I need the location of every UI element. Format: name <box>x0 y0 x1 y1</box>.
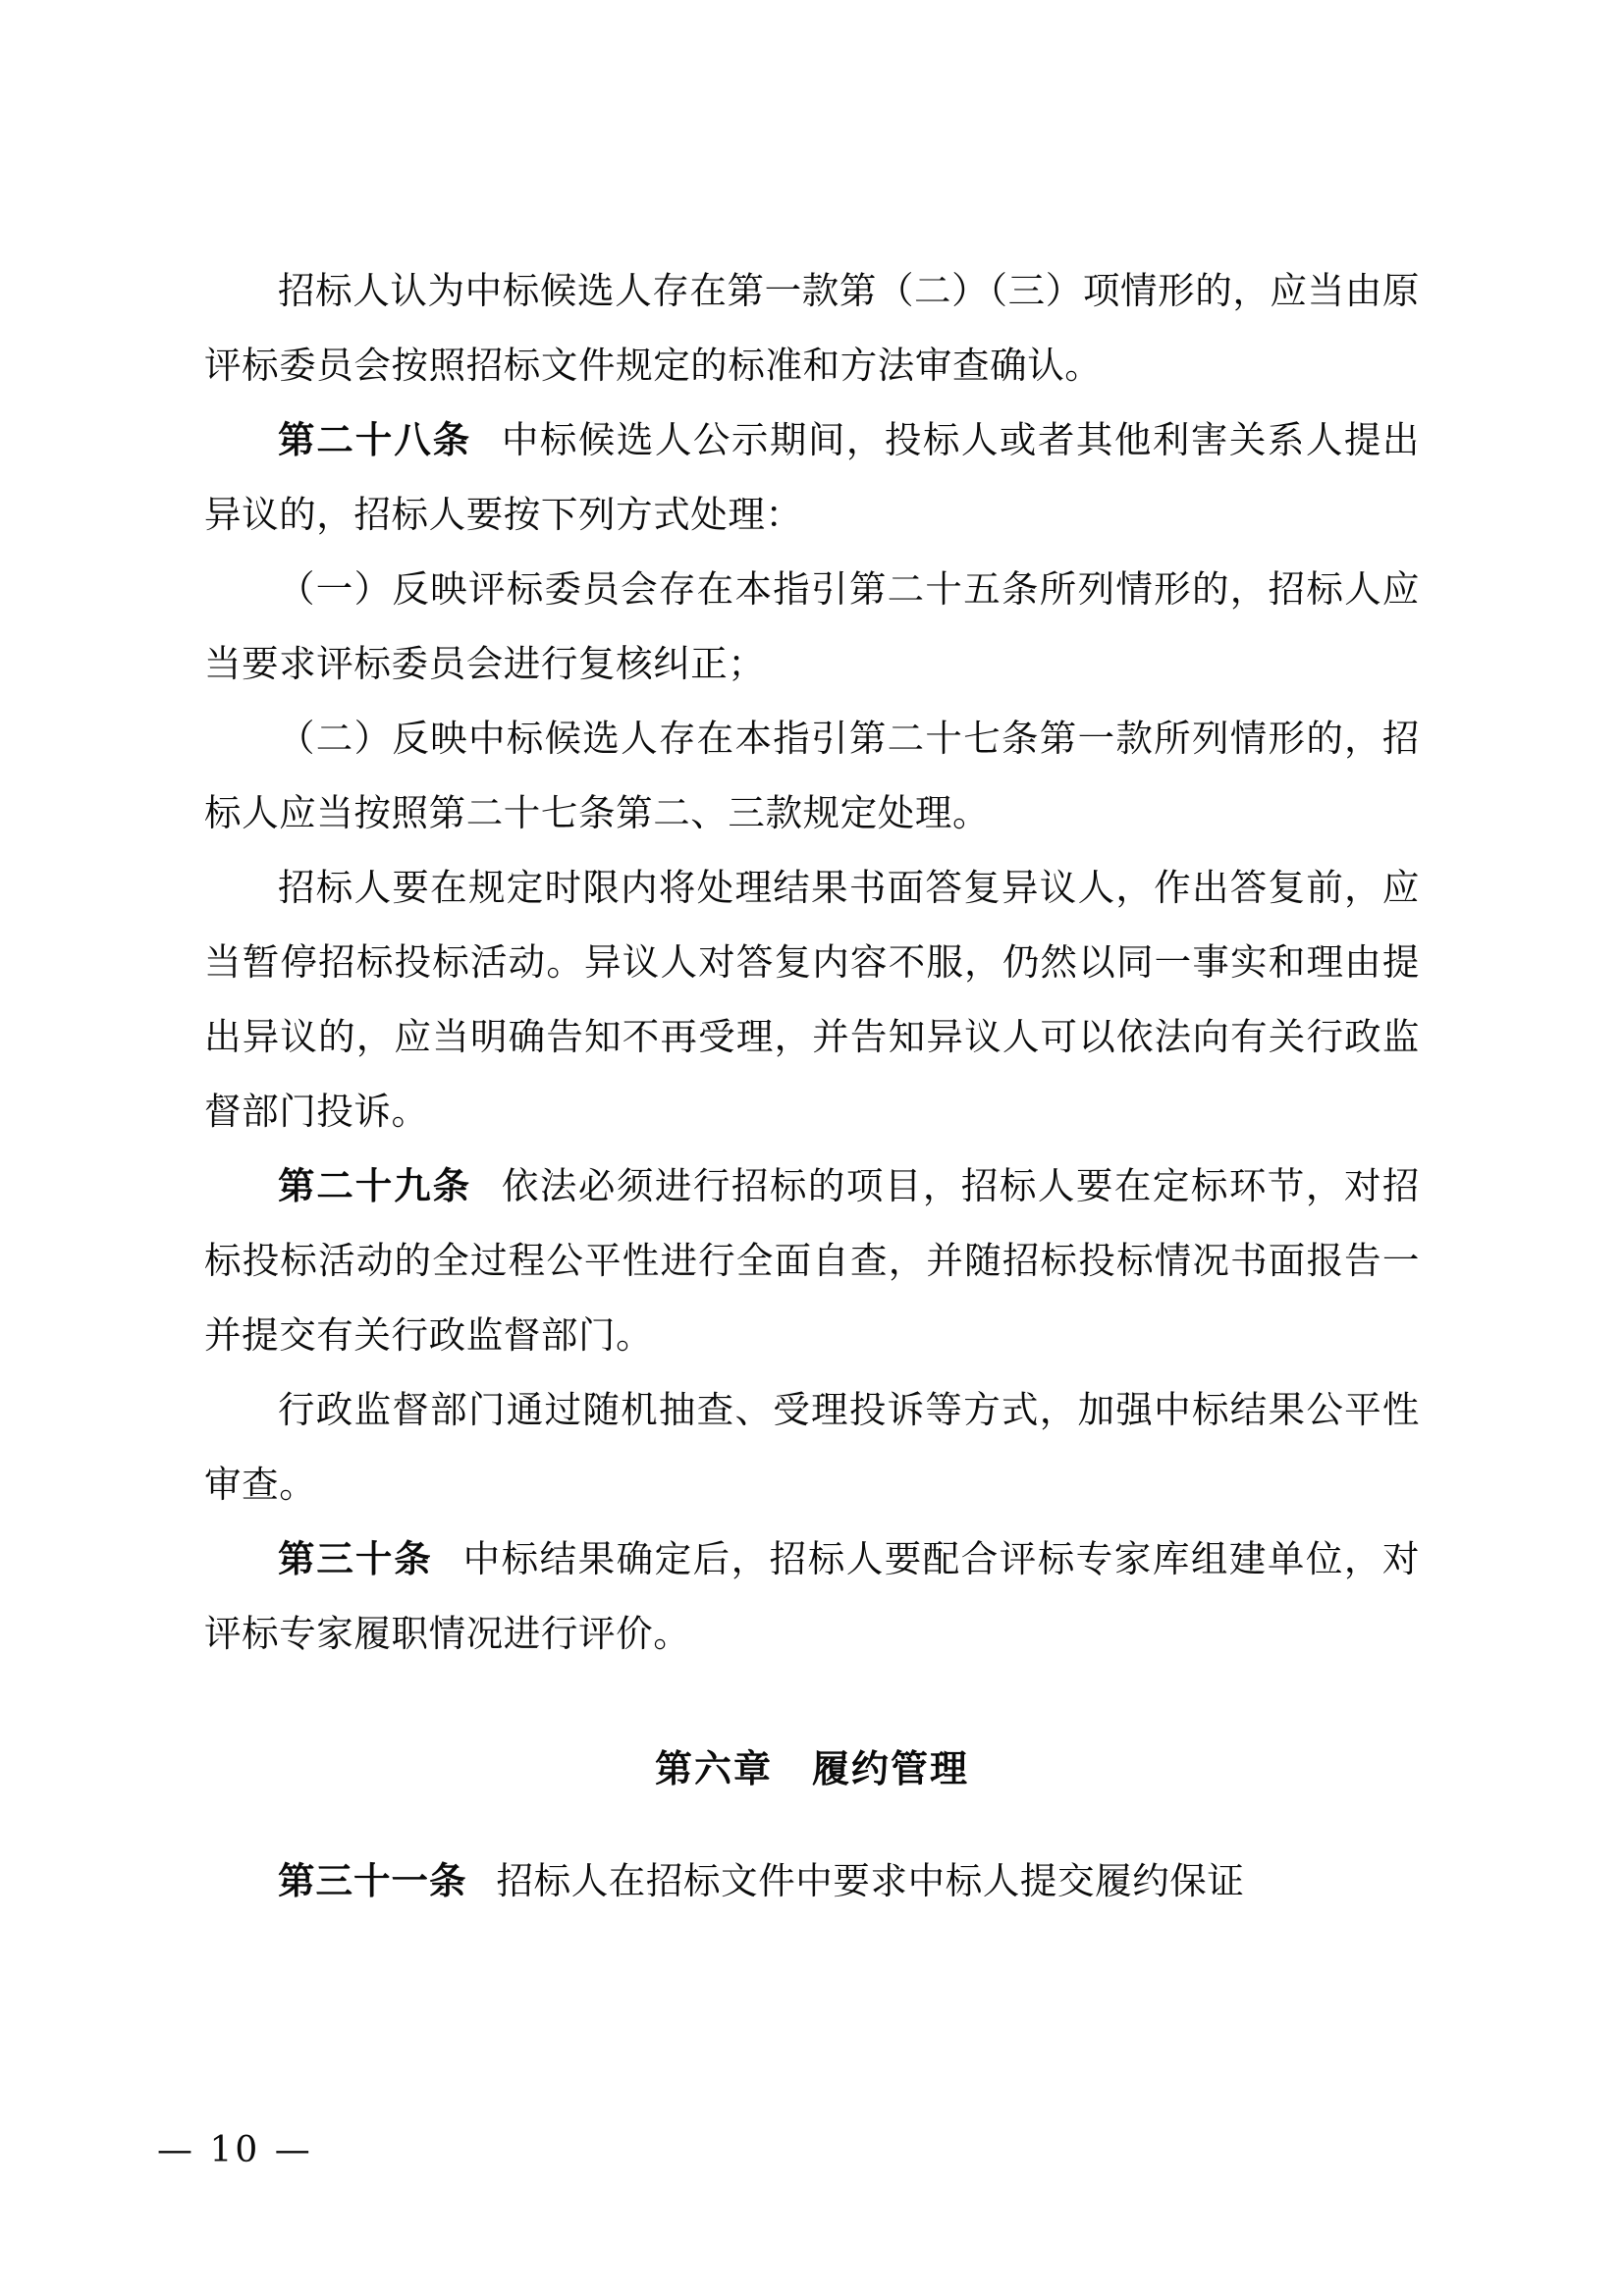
article-label: 第三十一条 <box>278 1859 467 1902</box>
article-text: 中标结果确定后，招标人要配合评标专家库组建单位，对评标专家履职情况进行评价。 <box>204 1537 1420 1655</box>
page-content <box>204 253 1420 1918</box>
paragraph: 招标人认为中标候选人存在第一款第（二）（三）项情形的，应当由原评标委员会按照招标文件规定的标准和方法审查确认。 <box>204 269 1420 387</box>
chapter-title-text: 履约管理 <box>812 1747 970 1790</box>
article-paragraph <box>204 1522 1420 1671</box>
article-label: 第三十条 <box>278 1537 433 1580</box>
chapter-number: 第六章 <box>654 1747 773 1790</box>
article-label: 第二十八条 <box>278 418 471 461</box>
chapter-heading <box>204 1732 1420 1806</box>
article-label: 第二十九条 <box>278 1164 471 1207</box>
article-paragraph <box>204 402 1420 552</box>
paragraph: 招标人要在规定时限内将处理结果书面答复异议人，作出答复前，应当暂停招标投标活动。异议人对答复内容不服，仍然以同一事实和理由提出异议的，应当明确告知不再受理，并告知异议人可以依法向有关行政监督部门投诉。 <box>204 866 1420 1133</box>
page-number: — 10 — <box>157 2130 313 2170</box>
paragraph: （二）反映中标候选人存在本指引第二十七条第一款所列情形的，招标人应当按照第二十七条第二、三款规定处理。 <box>204 717 1420 834</box>
paragraph: （一）反映评标委员会存在本指引第二十五条所列情形的，招标人应当要求评标委员会进行复核纠正； <box>204 567 1420 685</box>
article-paragraph <box>204 1843 1420 1918</box>
paragraph: 行政监督部门通过随机抽查、受理投诉等方式，加强中标结果公平性审查。 <box>204 1388 1420 1506</box>
article-text: 招标人在招标文件中要求中标人提交履约保证 <box>496 1859 1245 1902</box>
article-paragraph <box>204 1148 1420 1372</box>
article-text: 中标候选人公示期间，投标人或者其他利害关系人提出异议的，招标人要按下列方式处理： <box>204 418 1420 536</box>
article-text: 依法必须进行招标的项目，招标人要在定标环节，对招标投标活动的全过程公平性进行全面自查，并随招标投标情况书面报告一并提交有关行政监督部门。 <box>204 1164 1420 1357</box>
